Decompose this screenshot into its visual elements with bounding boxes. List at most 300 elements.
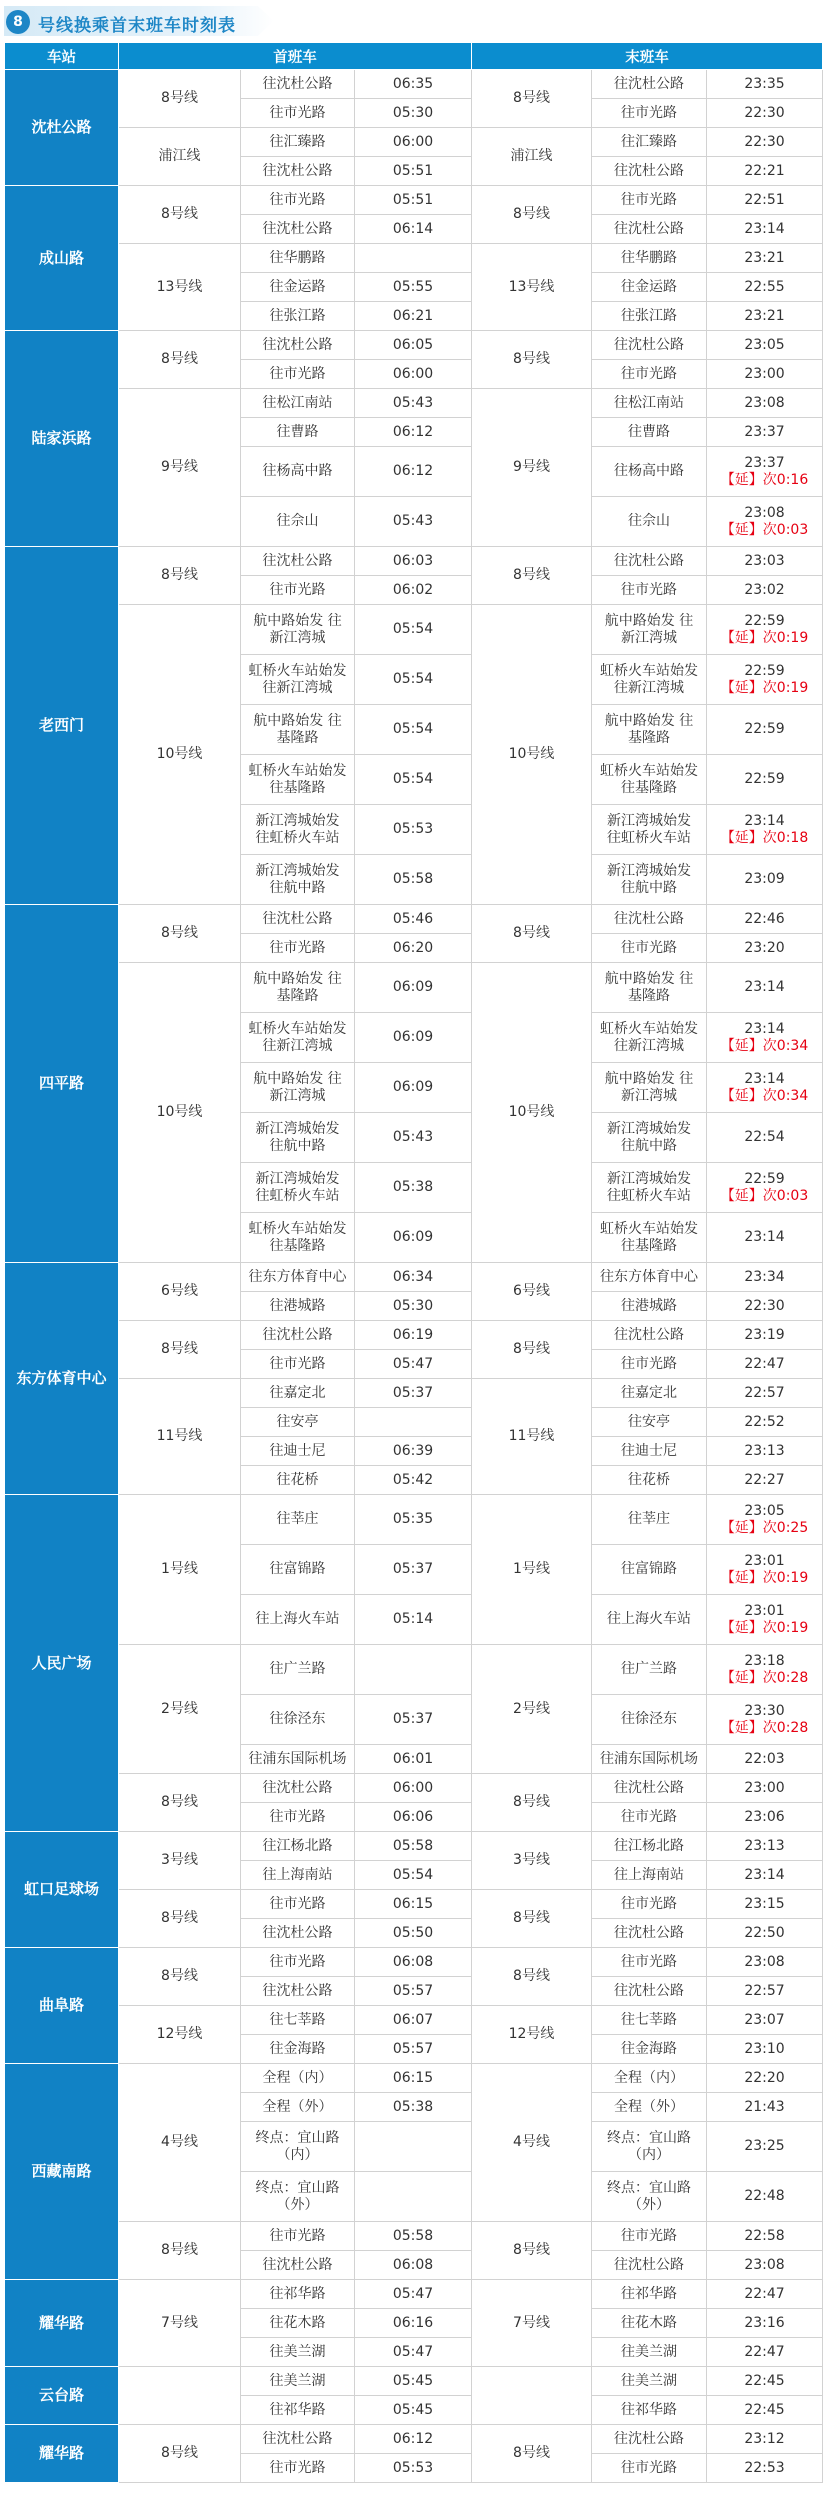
line-name-first: 12号线 — [119, 2006, 241, 2064]
station-name: 陆家浜路 — [5, 331, 119, 547]
first-train-time: 05:57 — [355, 2035, 472, 2064]
last-train-time-value: 23:18 — [744, 1652, 785, 1669]
last-train-time — [707, 963, 823, 1013]
last-train-time — [707, 1832, 823, 1861]
last-train-time-value: 22:30 — [744, 104, 785, 121]
last-train-time — [707, 2122, 823, 2172]
last-train-time — [707, 1013, 823, 1063]
first-train-time: 06:34 — [355, 1263, 472, 1292]
last-train-time-value: 22:30 — [744, 1297, 785, 1314]
direction-first: 往市光路 — [241, 1350, 355, 1379]
last-train-time-value: 22:45 — [744, 2401, 785, 2418]
table-row — [5, 605, 823, 655]
delay-note — [710, 630, 819, 647]
direction-first: 航中路始发 往新江湾城 — [241, 605, 355, 655]
last-train-time-value: 23:14 — [744, 220, 785, 237]
last-train-time-value: 22:59 — [744, 612, 785, 629]
direction-first: 往祁华路 — [241, 2280, 355, 2309]
direction-last: 往富锦路 — [592, 1545, 707, 1595]
direction-first: 往沈杜公路 — [241, 2251, 355, 2280]
last-train-time — [707, 655, 823, 705]
direction-first: 航中路始发 往基隆路 — [241, 705, 355, 755]
line-name-first: 浦江线 — [119, 128, 241, 186]
direction-last: 航中路始发 往基隆路 — [592, 705, 707, 755]
table-row — [5, 2006, 823, 2035]
last-train-time-value: 22:59 — [744, 721, 785, 737]
first-train-time: 05:58 — [355, 855, 472, 905]
first-train-time: 05:54 — [355, 655, 472, 705]
delay-tag: 【延】 — [720, 1519, 763, 1536]
first-train-time: 06:12 — [355, 447, 472, 497]
first-train-time: 05:57 — [355, 1977, 472, 2006]
direction-last: 往祁华路 — [592, 2396, 707, 2425]
direction-first: 往市光路 — [241, 1890, 355, 1919]
direction-last: 往华鹏路 — [592, 244, 707, 273]
last-train-time — [707, 1213, 823, 1263]
first-train-time: 05:37 — [355, 1545, 472, 1595]
direction-first: 往沈杜公路 — [241, 905, 355, 934]
direction-first: 往沈杜公路 — [241, 331, 355, 360]
last-train-time-value: 23:00 — [744, 365, 785, 382]
last-train-time-value: 22:20 — [744, 2069, 785, 2086]
line-name-first: 3号线 — [119, 1832, 241, 1890]
first-train-time: 05:43 — [355, 1113, 472, 1163]
last-train-time-value: 23:00 — [744, 1779, 785, 1796]
last-train-time — [707, 1803, 823, 1832]
table-row — [5, 1948, 823, 1977]
last-train-time-value: 23:16 — [744, 2314, 785, 2331]
first-train-time: 06:06 — [355, 1803, 472, 1832]
last-train-time — [707, 2338, 823, 2367]
delay-time: 次0:16 — [762, 471, 809, 488]
delay-tag: 【延】 — [720, 1569, 763, 1586]
last-train-time-value: 22:03 — [744, 1750, 785, 1767]
direction-last: 往沈杜公路 — [592, 70, 707, 99]
direction-last: 往美兰湖 — [592, 2367, 707, 2396]
direction-last: 新江湾城始发 往虹桥火车站 — [592, 1163, 707, 1213]
last-train-time — [707, 244, 823, 273]
line-name-first: 8号线 — [119, 186, 241, 244]
direction-last: 往沈杜公路 — [592, 2425, 707, 2454]
last-train-time — [707, 418, 823, 447]
last-train-time — [707, 1063, 823, 1113]
last-train-time-value: 22:21 — [744, 162, 785, 179]
first-train-time: 05:50 — [355, 1919, 472, 1948]
direction-first: 往市光路 — [241, 2222, 355, 2251]
table-row — [5, 2064, 823, 2093]
first-train-time — [355, 1408, 472, 1437]
station-name: 云台路 — [5, 2367, 119, 2425]
header-station: 车站 — [5, 43, 119, 70]
line-name-last: 13号线 — [472, 244, 592, 331]
last-train-time — [707, 447, 823, 497]
direction-last: 往金海路 — [592, 2035, 707, 2064]
line-name-last: 10号线 — [472, 605, 592, 905]
first-train-time: 05:38 — [355, 2093, 472, 2122]
first-train-time: 06:20 — [355, 934, 472, 963]
direction-last: 往市光路 — [592, 576, 707, 605]
last-train-time — [707, 1437, 823, 1466]
delay-time: 次0:03 — [762, 521, 809, 538]
first-train-time: 06:14 — [355, 215, 472, 244]
last-train-time — [707, 1292, 823, 1321]
direction-first: 往江杨北路 — [241, 1832, 355, 1861]
direction-last: 全程（外） — [592, 2093, 707, 2122]
line-name-first: 8号线 — [119, 1321, 241, 1379]
direction-first: 往迪士尼 — [241, 1437, 355, 1466]
direction-first: 往莘庄 — [241, 1495, 355, 1545]
delay-time: 次0:19 — [762, 1619, 809, 1636]
last-train-time — [707, 389, 823, 418]
direction-last: 往嘉定北 — [592, 1379, 707, 1408]
table-row — [5, 2280, 823, 2309]
last-train-time-value: 22:53 — [744, 2459, 785, 2476]
last-train-time — [707, 2035, 823, 2064]
first-train-time — [355, 2172, 472, 2222]
last-train-time — [707, 2454, 823, 2483]
direction-first: 往市光路 — [241, 1803, 355, 1832]
last-train-time — [707, 70, 823, 99]
last-train-time-value: 22:48 — [744, 2188, 785, 2204]
station-name: 人民广场 — [5, 1495, 119, 1832]
last-train-time-value: 23:05 — [744, 1502, 785, 1519]
first-train-time: 05:51 — [355, 186, 472, 215]
last-train-time-value: 22:47 — [744, 2285, 785, 2302]
direction-first: 往松江南站 — [241, 389, 355, 418]
first-train-time: 06:15 — [355, 2064, 472, 2093]
direction-last: 往市光路 — [592, 2222, 707, 2251]
table-row — [5, 963, 823, 1013]
delay-time: 次0:28 — [762, 1719, 809, 1736]
direction-first: 往沈杜公路 — [241, 1321, 355, 1350]
direction-last: 虹桥火车站始发 往新江湾城 — [592, 1013, 707, 1063]
last-train-time — [707, 1948, 823, 1977]
table-row — [5, 70, 823, 99]
last-train-time — [707, 1890, 823, 1919]
direction-last: 往沈杜公路 — [592, 331, 707, 360]
direction-last: 往沈杜公路 — [592, 157, 707, 186]
first-train-time: 06:08 — [355, 2251, 472, 2280]
first-train-time: 05:58 — [355, 2222, 472, 2251]
last-train-time — [707, 99, 823, 128]
last-train-time — [707, 2280, 823, 2309]
first-train-time: 06:39 — [355, 1437, 472, 1466]
direction-last: 往沈杜公路 — [592, 1774, 707, 1803]
direction-last: 往市光路 — [592, 1803, 707, 1832]
line-name-first: 8号线 — [119, 905, 241, 963]
last-train-time-value: 23:08 — [744, 1953, 785, 1970]
first-train-time: 05:58 — [355, 1832, 472, 1861]
last-train-time-value: 22:57 — [744, 1384, 785, 1401]
last-train-time — [707, 1113, 823, 1163]
first-train-time: 06:19 — [355, 1321, 472, 1350]
last-train-time-value: 22:59 — [744, 1170, 785, 1187]
last-train-time-value: 23:30 — [744, 1702, 785, 1719]
line-name-first — [119, 2367, 241, 2425]
first-train-time: 05:45 — [355, 2396, 472, 2425]
direction-last: 往花木路 — [592, 2309, 707, 2338]
first-train-time: 05:42 — [355, 1466, 472, 1495]
direction-first: 全程（内） — [241, 2064, 355, 2093]
last-train-time — [707, 1350, 823, 1379]
last-train-time-value: 23:07 — [744, 2011, 785, 2028]
last-train-time — [707, 273, 823, 302]
last-train-time — [707, 186, 823, 215]
direction-last: 往祁华路 — [592, 2280, 707, 2309]
direction-last: 往沈杜公路 — [592, 547, 707, 576]
last-train-time-value: 23:21 — [744, 307, 785, 324]
line-name-last: 8号线 — [472, 2425, 592, 2483]
direction-first: 往杨高中路 — [241, 447, 355, 497]
direction-first: 往沈杜公路 — [241, 1919, 355, 1948]
direction-first: 往沈杜公路 — [241, 1774, 355, 1803]
direction-first: 虹桥火车站始发 往新江湾城 — [241, 655, 355, 705]
line-name-last: 11号线 — [472, 1379, 592, 1495]
last-train-time-value: 23:20 — [744, 939, 785, 956]
first-train-time: 05:37 — [355, 1695, 472, 1745]
direction-first: 往华鹏路 — [241, 244, 355, 273]
last-train-time-value: 23:37 — [744, 454, 785, 471]
last-train-time-value: 22:59 — [744, 662, 785, 679]
last-train-time — [707, 360, 823, 389]
first-train-time: 05:35 — [355, 1495, 472, 1545]
direction-first: 往金运路 — [241, 273, 355, 302]
direction-first: 往祁华路 — [241, 2396, 355, 2425]
direction-first: 虹桥火车站始发 往新江湾城 — [241, 1013, 355, 1063]
header-row — [5, 43, 823, 70]
line-name-last: 1号线 — [472, 1495, 592, 1645]
line-name-last: 8号线 — [472, 1948, 592, 2006]
delay-note — [710, 1520, 819, 1537]
direction-first: 往市光路 — [241, 2454, 355, 2483]
direction-first: 往沈杜公路 — [241, 215, 355, 244]
direction-first: 虹桥火车站始发 往基隆路 — [241, 755, 355, 805]
station-name: 西藏南路 — [5, 2064, 119, 2280]
last-train-time — [707, 2309, 823, 2338]
last-train-time-value: 23:35 — [744, 75, 785, 92]
station-name: 耀华路 — [5, 2280, 119, 2367]
last-train-time-value: 23:02 — [744, 581, 785, 598]
line-name-first: 13号线 — [119, 244, 241, 331]
table-row — [5, 2222, 823, 2251]
last-train-time — [707, 157, 823, 186]
direction-last: 虹桥火车站始发 往基隆路 — [592, 1213, 707, 1263]
last-train-time-value: 23:09 — [744, 871, 785, 887]
direction-last: 新江湾城始发 往航中路 — [592, 855, 707, 905]
table-row — [5, 2367, 823, 2396]
direction-first: 往安亭 — [241, 1408, 355, 1437]
line-name-first: 8号线 — [119, 1774, 241, 1832]
first-train-time — [355, 1645, 472, 1695]
first-train-time: 05:47 — [355, 2280, 472, 2309]
last-train-time — [707, 1408, 823, 1437]
direction-first: 终点：宜山路（外） — [241, 2172, 355, 2222]
first-train-time: 05:47 — [355, 2338, 472, 2367]
last-train-time-value: 23:03 — [744, 552, 785, 569]
station-name: 沈杜公路 — [5, 70, 119, 186]
last-train-time — [707, 2367, 823, 2396]
line-name-first: 6号线 — [119, 1263, 241, 1321]
last-train-time — [707, 331, 823, 360]
delay-note — [710, 1570, 819, 1587]
direction-last: 往美兰湖 — [592, 2338, 707, 2367]
station-name: 曲阜路 — [5, 1948, 119, 2064]
first-train-time: 06:15 — [355, 1890, 472, 1919]
first-train-time: 05:53 — [355, 2454, 472, 2483]
last-train-time-value: 23:14 — [744, 1020, 785, 1037]
last-train-time-value: 23:13 — [744, 1442, 785, 1459]
first-train-time: 05:43 — [355, 389, 472, 418]
first-train-time: 05:47 — [355, 1350, 472, 1379]
direction-first: 往汇臻路 — [241, 128, 355, 157]
line-name-first: 1号线 — [119, 1495, 241, 1645]
first-train-time — [355, 244, 472, 273]
line-name-first: 8号线 — [119, 331, 241, 389]
line-name-first: 10号线 — [119, 605, 241, 905]
last-train-time — [707, 1321, 823, 1350]
direction-last: 终点：宜山路（内） — [592, 2122, 707, 2172]
first-train-time: 05:37 — [355, 1379, 472, 1408]
delay-note — [710, 830, 819, 847]
direction-first: 往市光路 — [241, 1948, 355, 1977]
direction-last: 往松江南站 — [592, 389, 707, 418]
last-train-time — [707, 1495, 823, 1545]
delay-note — [710, 522, 819, 539]
delay-note — [710, 1088, 819, 1105]
last-train-time — [707, 1919, 823, 1948]
direction-last: 往市光路 — [592, 1890, 707, 1919]
direction-first: 往市光路 — [241, 360, 355, 389]
direction-first: 往沈杜公路 — [241, 70, 355, 99]
delay-time: 次0:18 — [762, 829, 809, 846]
last-train-time — [707, 1595, 823, 1645]
last-train-time-value: 23:08 — [744, 394, 785, 411]
last-train-time-value: 23:37 — [744, 423, 785, 440]
direction-last: 往佘山 — [592, 497, 707, 547]
last-train-time-value: 22:45 — [744, 2372, 785, 2389]
last-train-time — [707, 2172, 823, 2222]
last-train-time-value: 23:14 — [744, 979, 785, 995]
direction-first: 往广兰路 — [241, 1645, 355, 1695]
first-train-time: 06:12 — [355, 418, 472, 447]
last-train-time — [707, 1745, 823, 1774]
direction-first: 往张江路 — [241, 302, 355, 331]
line-name-last: 7号线 — [472, 2280, 592, 2367]
first-train-time: 06:09 — [355, 1213, 472, 1263]
direction-first: 往花木路 — [241, 2309, 355, 2338]
first-train-time — [355, 2122, 472, 2172]
table-row — [5, 1321, 823, 1350]
first-train-time: 06:07 — [355, 2006, 472, 2035]
direction-last: 虹桥火车站始发 往新江湾城 — [592, 655, 707, 705]
direction-last: 往七莘路 — [592, 2006, 707, 2035]
first-train-time: 05:51 — [355, 157, 472, 186]
last-train-time — [707, 705, 823, 755]
line-name-first: 8号线 — [119, 2222, 241, 2280]
delay-tag: 【延】 — [720, 629, 763, 646]
last-train-time — [707, 2251, 823, 2280]
line-name-first: 10号线 — [119, 963, 241, 1263]
delay-tag: 【延】 — [720, 679, 763, 696]
header-last-train: 末班车 — [472, 43, 823, 70]
first-train-time: 05:45 — [355, 2367, 472, 2396]
line-name-last: 8号线 — [472, 186, 592, 244]
line-name-first: 8号线 — [119, 1948, 241, 2006]
direction-last: 新江湾城始发 往虹桥火车站 — [592, 805, 707, 855]
last-train-time-value: 23:13 — [744, 1837, 785, 1854]
last-train-time — [707, 302, 823, 331]
line-name-first: 8号线 — [119, 2425, 241, 2483]
last-train-time — [707, 855, 823, 905]
line-name-last: 12号线 — [472, 2006, 592, 2064]
last-train-time-value: 22:58 — [744, 2227, 785, 2244]
last-train-time-value: 23:01 — [744, 1602, 785, 1619]
line-badge: 8 — [6, 10, 30, 34]
direction-last: 往徐泾东 — [592, 1695, 707, 1745]
last-train-time — [707, 905, 823, 934]
direction-last: 往广兰路 — [592, 1645, 707, 1695]
line-name-first: 8号线 — [119, 547, 241, 605]
first-train-time: 06:00 — [355, 360, 472, 389]
direction-last: 往市光路 — [592, 186, 707, 215]
delay-time: 次0:28 — [762, 1669, 809, 1686]
line-name-last: 10号线 — [472, 963, 592, 1263]
direction-first: 新江湾城始发 往航中路 — [241, 855, 355, 905]
direction-first: 往东方体育中心 — [241, 1263, 355, 1292]
direction-first: 往港城路 — [241, 1292, 355, 1321]
line-name-first: 9号线 — [119, 389, 241, 547]
direction-last: 新江湾城始发 往航中路 — [592, 1113, 707, 1163]
line-name-last: 6号线 — [472, 1263, 592, 1321]
last-train-time-value: 23:08 — [744, 504, 785, 521]
last-train-time-value: 22:47 — [744, 2343, 785, 2360]
last-train-time-value: 23:14 — [744, 1070, 785, 1087]
last-train-time-value: 23:14 — [744, 1866, 785, 1883]
direction-first: 新江湾城始发 往航中路 — [241, 1113, 355, 1163]
last-train-time — [707, 2425, 823, 2454]
line-name-last: 8号线 — [472, 905, 592, 963]
timetable — [4, 42, 822, 2483]
direction-last: 往沈杜公路 — [592, 1919, 707, 1948]
direction-first: 往曹路 — [241, 418, 355, 447]
direction-last: 往沈杜公路 — [592, 1977, 707, 2006]
direction-last: 往市光路 — [592, 360, 707, 389]
last-train-time-value: 22:57 — [744, 1982, 785, 1999]
table-row — [5, 186, 823, 215]
delay-note — [710, 1720, 819, 1737]
direction-last: 往市光路 — [592, 1350, 707, 1379]
direction-last: 航中路始发 往新江湾城 — [592, 605, 707, 655]
first-train-time: 06:21 — [355, 302, 472, 331]
delay-tag: 【延】 — [720, 1719, 763, 1736]
last-train-time-value: 22:50 — [744, 1924, 785, 1941]
last-train-time — [707, 1379, 823, 1408]
first-train-time: 05:30 — [355, 99, 472, 128]
last-train-time-value: 23:12 — [744, 2430, 785, 2447]
direction-first: 往浦东国际机场 — [241, 1745, 355, 1774]
first-train-time: 06:00 — [355, 1774, 472, 1803]
table-row — [5, 1832, 823, 1861]
last-train-time — [707, 1861, 823, 1890]
direction-last: 往沈杜公路 — [592, 215, 707, 244]
last-train-time-value: 22:54 — [744, 1129, 785, 1145]
last-train-time-value: 23:06 — [744, 1808, 785, 1825]
first-train-time: 05:46 — [355, 905, 472, 934]
last-train-time-value: 23:14 — [744, 812, 785, 829]
table-row — [5, 1263, 823, 1292]
direction-last: 往上海南站 — [592, 1861, 707, 1890]
direction-first: 往沈杜公路 — [241, 157, 355, 186]
